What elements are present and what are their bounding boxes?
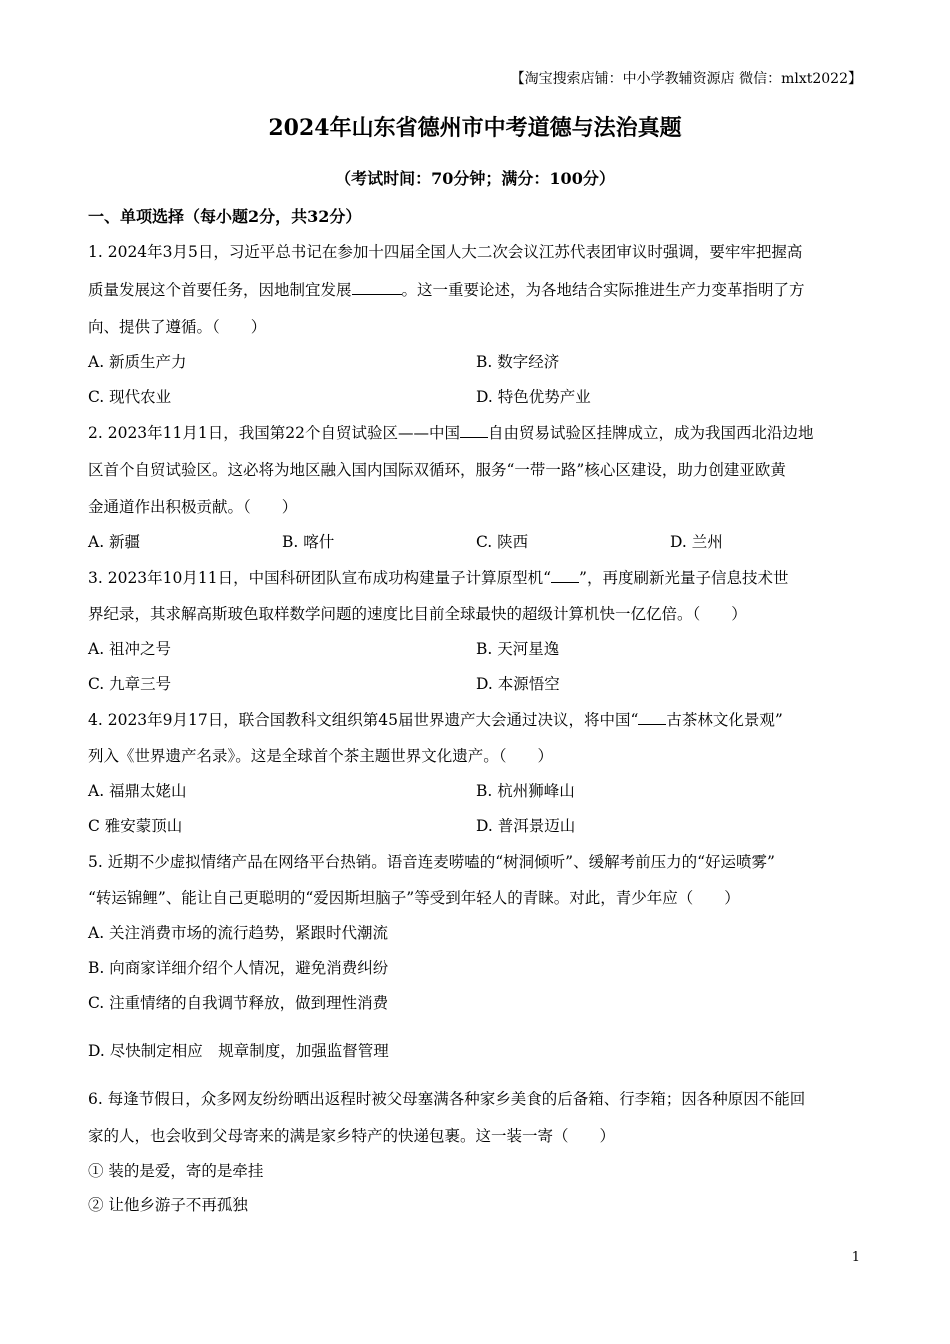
- question-1-line-1: 1. 2024年3月5日，习近平总书记在参加十四届全国人大二次会议江苏代表团审议时强调，要牢牢把握高: [88, 243, 803, 261]
- q3-option-d: D. 本源悟空: [476, 675, 560, 693]
- question-2-line-1: [88, 421, 814, 443]
- q2-option-a: A. 新疆: [88, 533, 141, 551]
- q2-option-b: B. 喀什: [282, 533, 335, 551]
- q6-statement-1: ① 装的是爱，寄的是牵挂: [88, 1162, 264, 1180]
- question-2-text-a: 2. 2023年11月1日，我国第22个自贸试验区——中国: [88, 424, 460, 442]
- page-title: 2024年山东省德州市中考道德与法治真题: [268, 115, 682, 141]
- q3-option-a: A. 祖冲之号: [88, 640, 172, 658]
- q3-option-b: B. 天河星逸: [476, 640, 560, 658]
- exam-info: （考试时间：70分钟；满分：100分）: [335, 169, 615, 188]
- page-number: 1: [851, 1250, 860, 1265]
- q4-option-d: D. 普洱景迈山: [476, 817, 576, 835]
- q1-option-c: C. 现代农业: [88, 388, 172, 406]
- answer-blank: [638, 709, 666, 726]
- question-2-line-2: 区首个自贸试验区。这必将为地区融入国内国际双循环，服务“一带一路”核心区建设，助力创建亚欧黄: [88, 461, 786, 479]
- question-6-line-2: 家的人，也会收到父母寄来的满是家乡特产的快递包裹。这一装一寄（ ）: [88, 1127, 616, 1145]
- question-4-text-b: 古茶林文化景观”: [666, 711, 783, 729]
- q5-option-b: B. 向商家详细介绍个人情况，避免消费纠纷: [88, 959, 389, 977]
- header-note: 【淘宝搜索店铺：中小学教辅资源店 微信：mlxt2022】: [510, 71, 862, 87]
- answer-blank: [460, 422, 488, 439]
- question-4-line-1: [88, 708, 783, 730]
- question-1-text-a: 质量发展这个首要任务，因地制宜发展: [88, 281, 352, 299]
- q5-option-d: D. 尽快制定相应 规章制度，加强监督管理: [88, 1042, 389, 1060]
- question-3-line-2: 界纪录，其求解高斯玻色取样数学问题的速度比目前全球最快的超级计算机快一亿亿倍。（ ）: [88, 605, 747, 623]
- answer-blank: [551, 567, 579, 584]
- q6-statement-2: ② 让他乡游子不再孤独: [88, 1196, 248, 1214]
- q4-option-b: B. 杭州狮峰山: [476, 782, 575, 800]
- question-3-line-1: [88, 566, 788, 588]
- q4-option-a: A. 福鼎太姥山: [88, 782, 187, 800]
- question-4-text-a: 4. 2023年9月17日，联合国教科文组织第45届世界遗产大会通过决议，将中国“: [88, 711, 639, 729]
- q2-option-c: C. 陕西: [476, 533, 529, 551]
- question-4-line-2: 列入《世界遗产名录》。这是全球首个茶主题世界文化遗产。（ ）: [88, 747, 554, 765]
- section-heading: 一、单项选择（每小题2分，共32分）: [88, 207, 362, 226]
- q4-option-c: C 雅安蒙顶山: [88, 817, 183, 835]
- question-1-text-b: 。这一重要论述，为各地结合实际推进生产力变革指明了方: [401, 281, 805, 299]
- q1-option-a: A. 新质生产力: [88, 353, 187, 371]
- question-2-text-b: 自由贸易试验区挂牌成立，成为我国西北沿边地: [487, 424, 814, 442]
- question-3-text-b: ”，再度刷新光量子信息技术世: [579, 569, 789, 587]
- q5-option-a: A. 关注消费市场的流行趋势，紧跟时代潮流: [88, 924, 389, 942]
- q5-option-c: C. 注重情绪的自我调节释放，做到理性消费: [88, 994, 389, 1012]
- answer-blank: [352, 279, 402, 296]
- question-1-line-2: [88, 278, 805, 300]
- question-5-line-1: 5. 近期不少虚拟情绪产品在网络平台热销。语音连麦唠嗑的“树洞倾听”、缓解考前压力的“好运喷雾”: [88, 853, 775, 871]
- question-2-line-3: 金通道作出积极贡献。（ ）: [88, 498, 298, 516]
- q1-option-d: D. 特色优势产业: [476, 388, 591, 406]
- question-3-text-a: 3. 2023年10月11日，中国科研团队宣布成功构建量子计算原型机“: [88, 569, 552, 587]
- question-1-line-3: 向、提供了遵循。（ ）: [88, 318, 267, 336]
- question-5-line-2: “转运锦鲤”、能让自己更聪明的“爱因斯坦脑子”等受到年轻人的青睐。对此，青少年应（ ）: [88, 889, 740, 907]
- q3-option-c: C. 九章三号: [88, 675, 172, 693]
- q1-option-b: B. 数字经济: [476, 353, 560, 371]
- question-6-line-1: 6. 每逢节假日，众多网友纷纷晒出返程时被父母塞满各种家乡美食的后备箱、行李箱；因各种原因不能回: [88, 1090, 806, 1108]
- q2-option-d: D. 兰州: [670, 533, 723, 551]
